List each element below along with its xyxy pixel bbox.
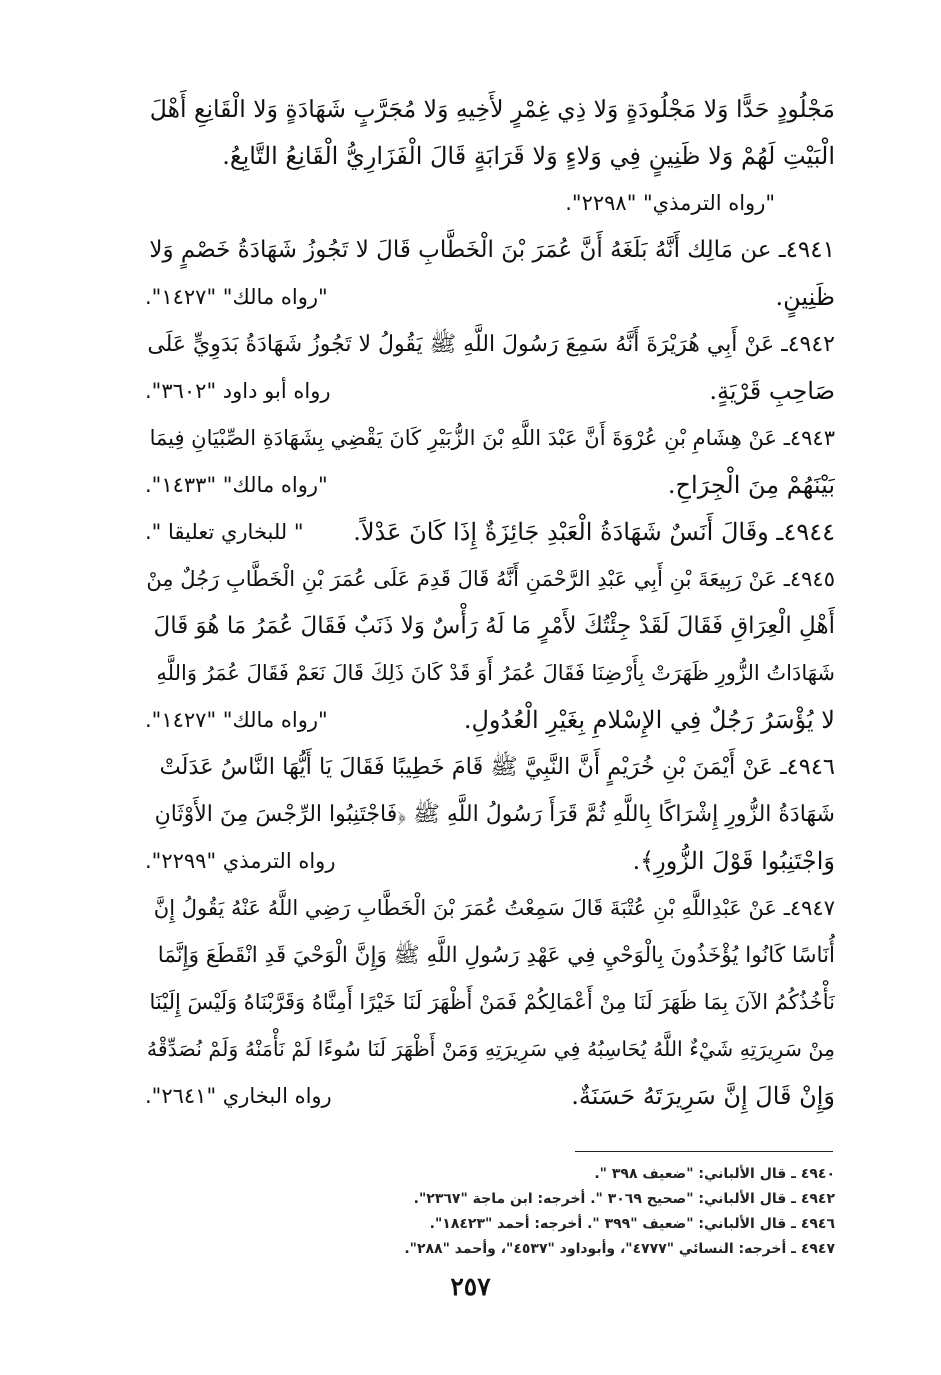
line-text: الْبَيْتِ لَهُمْ وَلا ظَنِينٍ فِي وَلاءٍ وَلا قَرَابَةٍ قَالَ الْفَزَارِيُّ الْقَانِعُ التَّابِعُ.	[222, 142, 835, 170]
text-line	[145, 932, 835, 979]
line-text: ٤٩٤٣ـ عَنْ هِشَامِ بْنِ عُرْوَةَ أَنَّ عَبْدَ اللَّهِ بْنَ الزُّبَيْرِ كَانَ يَقْضِي بِشَهَادَةِ الصِّبْيَانِ فِيمَا	[149, 426, 835, 450]
source-reference: " للبخاري تعليقا ".	[145, 520, 304, 544]
text-line	[145, 274, 835, 321]
text-line	[145, 462, 835, 509]
text-line	[145, 368, 835, 415]
line-text: ٤٩٤٥ـ عَنْ رَبِيعَةَ بْنِ أَبِي عَبْدِ الرَّحْمَنِ أَنَّهُ قَالَ قَدِمَ عَلَى عُمَرَ بْنِ الْخَطَّابِ رَجُلٌ مِنْ	[146, 567, 835, 591]
source-reference: "رواه الترمذي" "٢٢٩٨".	[565, 191, 775, 215]
line-text: ٤٩٤٢ـ عَنْ أَبِي هُرَيْرَةَ أَنَّهُ سَمِعَ رَسُولَ اللَّهِ ﷺ يَقُولُ لا تَجُوزُ شَهَادَةُ بَدَوِيٍّ عَلَى	[147, 332, 835, 357]
line-text: أَهْلِ الْعِرَاقِ فَقَالَ لَقَدْ جِئْتُكَ لأَمْرٍ مَا لَهُ رَأْسٌ وَلا ذَنَبٌ فَقَالَ عُمَرُ مَا هُوَ قَالَ	[153, 613, 835, 639]
line-text: ٤٩٤٦ـ عَنْ أَيْمَنَ بْنِ خُرَيْمٍ أَنَّ النَّبِيَّ ﷺ قَامَ خَطِيبًا فَقَالَ يَا أَيُّهَا النَّاسُ عَدَلَتْ	[159, 754, 835, 780]
line-text: وَإِنْ قَالَ إِنَّ سَرِيرَتَهُ حَسَنَةٌ.	[571, 1082, 835, 1110]
line-text: وَاجْتَنِبُوا قَوْلَ الزُّورِ﴾.	[632, 847, 835, 875]
line-text: شَهَادَاتُ الزُّورِ ظَهَرَتْ بِأَرْضِنَا فَقَالَ عُمَرُ أَوَ قَدْ كَانَ ذَلِكَ قَالَ نَعَمْ فَقَالَ عُمَرُ وَاللَّهِ	[156, 661, 835, 685]
text-line	[145, 744, 835, 791]
line-text: ٤٩٤٤ـ وقَالَ أَنَسٌ شَهَادَةُ الْعَبْدِ جَائِزَةٌ إِذَا كَانَ عَدْلاً.	[353, 518, 835, 546]
line-text: مَجْلُودٍ حَدًّا وَلا مَجْلُودَةٍ وَلا ذِي غِمْرٍ لأَخِيهِ وَلا مُجَرَّبٍ شَهَادَةٍ وَلا الْقَانِعِ أَهْلَ	[149, 95, 835, 123]
source-reference: "رواه مالك" "١٤٢٧".	[145, 708, 328, 732]
line-text: نَأْخُذُكُمُ الآنَ بِمَا ظَهَرَ لَنَا مِنْ أَعْمَالِكُمْ فَمَنْ أَظْهَرَ لَنَا خَيْرًا أَمِنَّاهُ وَقَرَّبْنَاهُ وَلَيْسَ إِلَيْنَا	[149, 990, 835, 1014]
text-line	[145, 227, 835, 274]
footnote: ٤٩٤٠ ـ قال الألباني: "ضعيف ٣٩٨ ".	[594, 1166, 835, 1182]
footnote: ٤٩٤٧ ـ أخرجه: النسائي "٤٧٧٧"، وأبوداود "٤٥٣٧"، وأحمد "٢٨٨".	[404, 1241, 835, 1257]
footnotes	[300, 1162, 835, 1262]
text-line	[145, 415, 835, 462]
source-reference: رواه أبو داود "٣٦٠٢".	[145, 379, 331, 403]
line-text: أُنَاسًا كَانُوا يُؤْخَذُونَ بِالْوَحْيِ فِي عَهْدِ رَسُولِ اللَّهِ ﷺ وَإِنَّ الْوَحْيَ قَدِ انْقَطَعَ وَإِنَّمَا	[157, 943, 835, 968]
source-reference: "رواه مالك" "١٤٢٧".	[145, 285, 328, 309]
source-reference: رواه البخاري "٢٦٤١".	[145, 1084, 332, 1108]
text-line	[145, 556, 835, 603]
page-number: ٢٥٧	[450, 1272, 491, 1301]
footnote-separator	[575, 1151, 833, 1152]
text-line	[145, 321, 835, 368]
line-text: ظَنِينٍ.	[775, 283, 835, 311]
text-line	[145, 697, 835, 744]
line-text: مِنْ سَرِيرَتِهِ شَيْءٌ اللَّهُ يُحَاسِبُهُ فِي سَرِيرَتِهِ وَمَنْ أَظْهَرَ لَنَا سُوءًا لَمْ نَأْمَنْهُ وَلَمْ نُصَدِّقْهُ	[146, 1037, 835, 1061]
text-line	[145, 791, 835, 838]
hadith-body-text	[145, 86, 835, 1120]
text-line	[145, 1073, 835, 1120]
footnote: ٤٩٤٦ ـ قال الألباني: "ضعيف "٣٩٩ ". أخرجه: أحمد "١٨٤٢٣".	[429, 1216, 835, 1232]
text-line	[145, 86, 835, 133]
text-line	[145, 133, 835, 180]
line-text: ٤٩٤٧ـ عَنْ عَبْدِاللَّهِ بْنِ عُتْبَةَ قَالَ سَمِعْتُ عُمَرَ بْنَ الْخَطَّابِ رَضِي اللَّهُ عَنْهُ يَقُولُ إِنَّ	[153, 896, 835, 920]
text-line	[145, 979, 835, 1026]
line-text: صَاحِبِ قَرْيَةٍ.	[709, 377, 835, 405]
line-text: بَيْنَهُمْ مِنَ الْجِرَاحِ.	[667, 471, 835, 499]
line-text: لا يُؤْسَرُ رَجُلٌ فِي الإِسْلامِ بِغَيْرِ الْعُدُولِ.	[463, 706, 835, 734]
text-line	[145, 650, 835, 697]
source-reference: "رواه مالك" "١٤٣٣".	[145, 473, 328, 497]
text-line	[145, 603, 835, 650]
footnote: ٤٩٤٢ ـ قال الألباني: "صحيح ٣٠٦٩ ". أخرجه: ابن ماجة "٢٣٦٧".	[413, 1191, 835, 1207]
text-line	[145, 885, 835, 932]
text-line	[145, 180, 835, 227]
line-text: ٤٩٤١ـ عن مَالِك أَنَّهُ بَلَغَهُ أَنَّ عُمَرَ بْنَ الْخَطَّابِ قَالَ لا تَجُوزُ شَهَادَةُ خَصْمٍ وَلا	[149, 237, 835, 263]
text-line	[145, 509, 835, 556]
text-line	[145, 838, 835, 885]
source-reference: رواه الترمذي "٢٢٩٩".	[145, 849, 336, 873]
text-line	[145, 1026, 835, 1073]
line-text: شَهَادَةُ الزُّورِ إِشْرَاكًا بِاللَّهِ ثُمَّ قَرَأَ رَسُولُ اللَّهِ ﷺ ﴿فَاجْتَنِبُوا الرِّجْسَ مِنَ الأَوْثَانِ	[154, 802, 835, 827]
